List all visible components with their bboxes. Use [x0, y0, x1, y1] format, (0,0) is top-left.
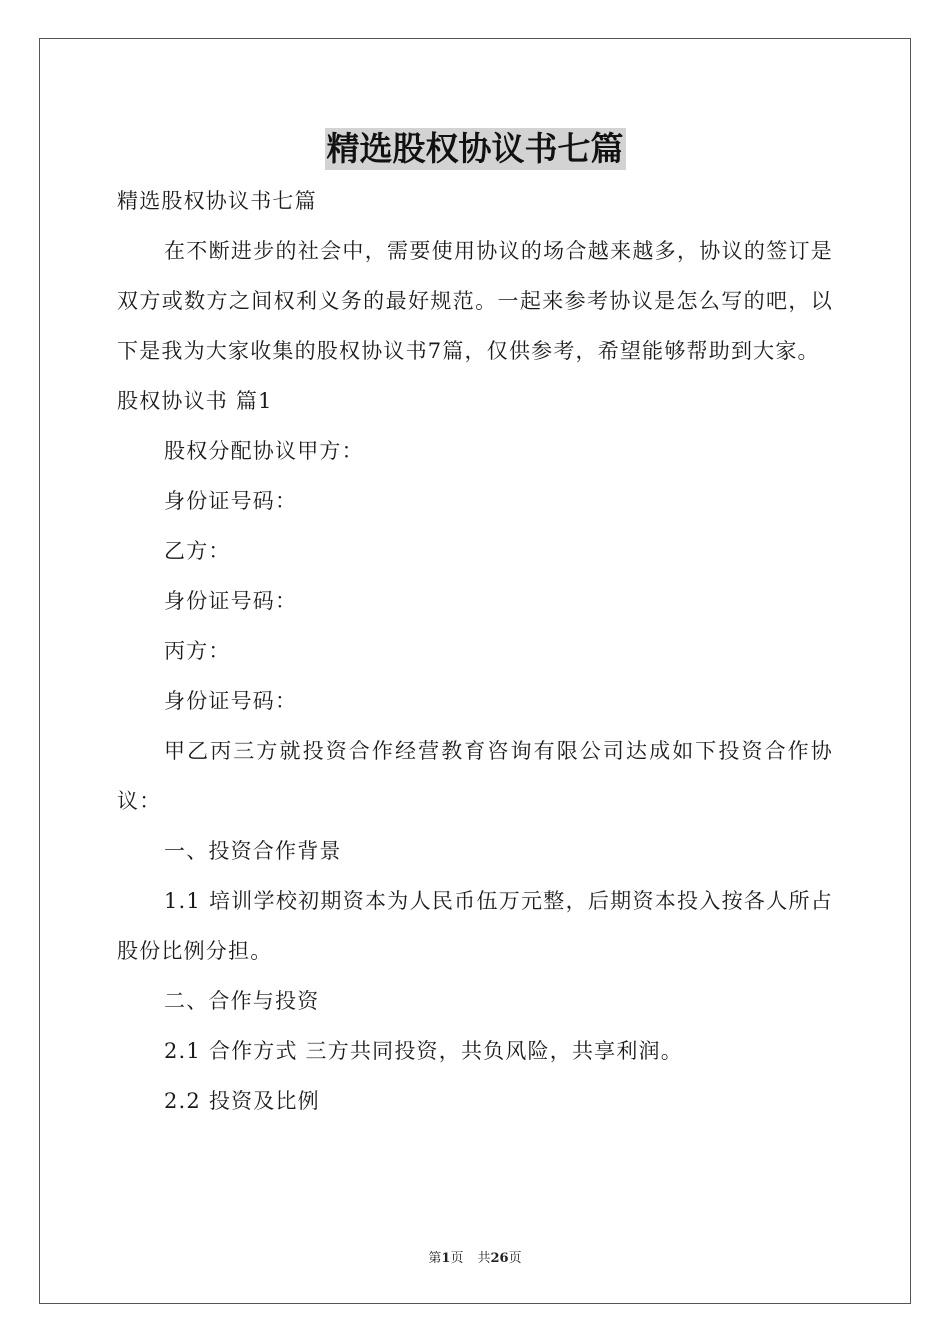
title-container: [0, 128, 950, 170]
paragraph: 二、合作与投资: [164, 989, 320, 1013]
paragraph: 丙方：: [164, 639, 231, 663]
paragraph: 身份证号码：: [164, 689, 298, 713]
paragraph: 甲乙丙三方就投资合作经营教育咨询有限公司达成如下投资合作协议：: [117, 739, 833, 813]
paragraph: 乙方：: [164, 539, 231, 563]
total-pages: 26: [490, 1251, 509, 1266]
page-footer: [0, 1247, 950, 1266]
page-number: 1: [441, 1251, 451, 1266]
total-prefix: 共: [477, 1251, 491, 1266]
paragraph: 身份证号码：: [164, 489, 298, 513]
total-suffix: 页: [508, 1251, 522, 1266]
paragraph: 在不断进步的社会中，需要使用协议的场合越来越多，协议的签订是双方或数方之间权利义务的最好规范。一起来参考协议是怎么写的吧，以下是我为大家收集的股权协议书7篇，仅供参考，希望能够帮助到大家。: [117, 239, 833, 363]
paragraph: 一、投资合作背景: [164, 839, 342, 863]
paragraph: 2.2 投资及比例: [164, 1089, 320, 1113]
paragraph: 精选股权协议书七篇: [117, 189, 317, 213]
paragraph: 身份证号码：: [164, 589, 298, 613]
document-title: 精选股权协议书七篇: [326, 129, 624, 168]
page-prefix: 第: [428, 1251, 442, 1266]
paragraph: 2.1 合作方式 三方共同投资，共负风险，共享利润。: [164, 1039, 683, 1063]
paragraph: 股权协议书 篇1: [117, 389, 273, 413]
paragraph: 1.1 培训学校初期资本为人民币伍万元整，后期资本投入按各人所占股份比例分担。: [117, 889, 833, 963]
paragraph: 股权分配协议甲方：: [164, 439, 364, 463]
document-body: [117, 176, 833, 1126]
page-suffix: 页: [450, 1251, 464, 1266]
